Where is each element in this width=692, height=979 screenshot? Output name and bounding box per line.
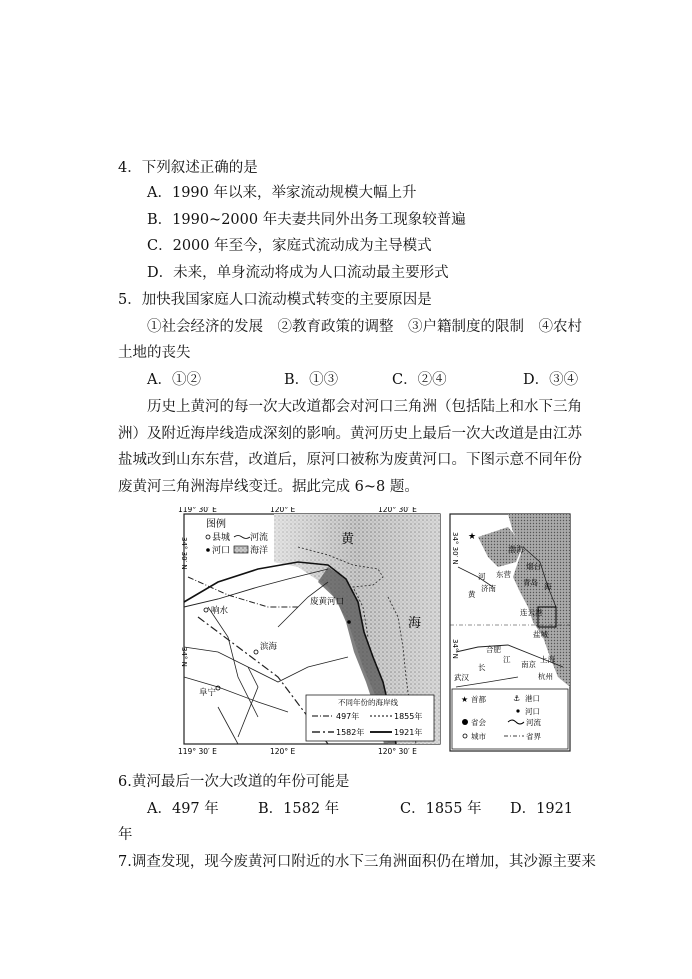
- passage-line3: 盐城改到山东东营，改道后，原河口被称为废黄河口。下图示意不同年份: [118, 452, 582, 468]
- coast-legend-1921: 1921年: [394, 728, 423, 737]
- place-xiangshui: 响水: [211, 606, 229, 616]
- inset-capital-star: ★: [468, 532, 477, 542]
- q5-stem: 5．加快我国家庭人口流动模式转变的主要原因是: [118, 292, 432, 308]
- inset-legend-river: 河流: [526, 718, 541, 727]
- main-map: [178, 507, 440, 756]
- q6-option-c: C．1855 年: [400, 801, 482, 817]
- q6-option-a: A．497 年: [147, 801, 219, 817]
- inset-legend-border: 省界: [526, 732, 541, 741]
- q6-option-d: D．1921: [510, 801, 574, 817]
- place-binhai: 滨海: [260, 642, 278, 652]
- lon-bot-2: 120° E: [270, 747, 296, 756]
- inset-legend-capital: 首都: [471, 695, 486, 704]
- sea-label-2: 海: [408, 616, 422, 631]
- lon-top-3: 120° 30′ E: [378, 507, 417, 514]
- passage-line4: 废黄河三角洲海岸线变迁。据此完成 6~8 题。: [118, 479, 419, 495]
- q6-option-d-cont: 年: [118, 827, 133, 843]
- inset-hai: 海: [544, 582, 552, 591]
- q4-stem: 4．下列叙述正确的是: [118, 160, 258, 176]
- inset-chang: 长: [478, 663, 486, 672]
- inset-hefei: 合肥: [486, 645, 501, 654]
- lon-bot-3: 120° 30′ E: [378, 747, 417, 756]
- inset-nanjing: 南京: [521, 660, 536, 669]
- q5-option-a: A．①②: [147, 372, 201, 388]
- inset-legend-provcap: 省会: [471, 718, 486, 727]
- coast-legend-1855: 1855年: [394, 712, 423, 721]
- inset-legend-port: 港口: [525, 694, 540, 703]
- lon-top-1: 119° 30′ E: [178, 507, 217, 514]
- q5-items-line2: 土地的丧失: [118, 345, 191, 361]
- place-funing: 阜宁: [199, 688, 217, 698]
- q5-option-b: B．①③: [284, 372, 339, 388]
- inset-yantai: 烟台: [526, 562, 541, 571]
- inset-legend-estuary: 河口: [525, 707, 540, 716]
- legend-estuary: 河口: [212, 546, 231, 556]
- inset-bohai: 渤海: [508, 545, 524, 554]
- coast-legend-1582: 1582年: [336, 728, 365, 737]
- inset-he: 河: [478, 572, 486, 581]
- coastline-map-figure: [178, 507, 573, 758]
- lat-label-2: 34° N: [180, 647, 188, 667]
- sea-label-1: 黄: [341, 532, 355, 547]
- legend-ocean: 海洋: [250, 546, 269, 556]
- inset-yancheng: 盐城: [533, 630, 548, 639]
- q5-items-line1: ①社会经济的发展 ②教育政策的调整 ③户籍制度的限制 ④农村: [147, 319, 582, 335]
- q4-option-b: B．1990~2000 年夫妻共同外出务工现象较普遍: [147, 212, 466, 228]
- coast-legend-497: 497年: [336, 712, 360, 721]
- inset-legend-port-icon: ⚓: [513, 694, 521, 703]
- inset-jiang: 江: [503, 655, 511, 664]
- lon-top-2: 120° E: [270, 507, 296, 514]
- legend-title: 图例: [206, 519, 226, 530]
- inset-lat-2: 34° N: [451, 639, 459, 659]
- place-feihuanghekou: 废黄河口: [310, 597, 345, 607]
- q4-option-c: C．2000 年至今，家庭式流动成为主导模式: [147, 238, 432, 254]
- inset-hangzhou: 杭州: [538, 672, 553, 681]
- inset-shanghai: 上海: [540, 655, 555, 664]
- inset-map: [450, 514, 570, 751]
- legend-river: 河流: [250, 533, 269, 543]
- q4-option-a: A．1990 年以来，举家流动规模大幅上升: [147, 185, 417, 201]
- lat-label-1: 34° 30′ N: [180, 537, 188, 570]
- passage-line1: 历史上黄河的每一次大改道都会对河口三角洲（包括陆上和水下三角: [147, 399, 582, 415]
- q6-option-b: B．1582 年: [258, 801, 340, 817]
- q4-option-d: D．未来，单身流动将成为人口流动最主要形式: [147, 265, 449, 281]
- passage-line2: 洲）及附近海岸线造成深刻的影响。黄河历史上最后一次大改道是由江苏: [118, 426, 582, 442]
- inset-legend-capital-icon: ★: [461, 695, 469, 704]
- inset-lianyungang: 连云港: [520, 608, 543, 617]
- legend-county: 县城: [212, 533, 231, 543]
- inset-legend-provcap-icon: [462, 719, 468, 725]
- inset-huang: 黄: [468, 590, 476, 599]
- inset-jinan: 济南: [481, 584, 496, 593]
- inset-dongying: 东营: [496, 570, 511, 579]
- q7-stem: 7.调查发现，现今废黄河口附近的水下三角洲面积仍在增加，其沙源主要来: [118, 854, 596, 870]
- q5-option-d: D．③④: [523, 372, 579, 388]
- q6-stem: 6.黄河最后一次大改道的年份可能是: [118, 774, 350, 790]
- inset-wuhan: 武汉: [454, 673, 469, 682]
- lon-bot-1: 119° 30′ E: [178, 747, 217, 756]
- coast-legend-title: 不同年份的海岸线: [338, 698, 398, 707]
- inset-qingdao: 青岛: [523, 578, 538, 587]
- inset-lat-1: 34° 30′ N: [451, 532, 459, 565]
- inset-legend-city: 城市: [471, 732, 486, 741]
- q5-option-c: C．②④: [392, 372, 447, 388]
